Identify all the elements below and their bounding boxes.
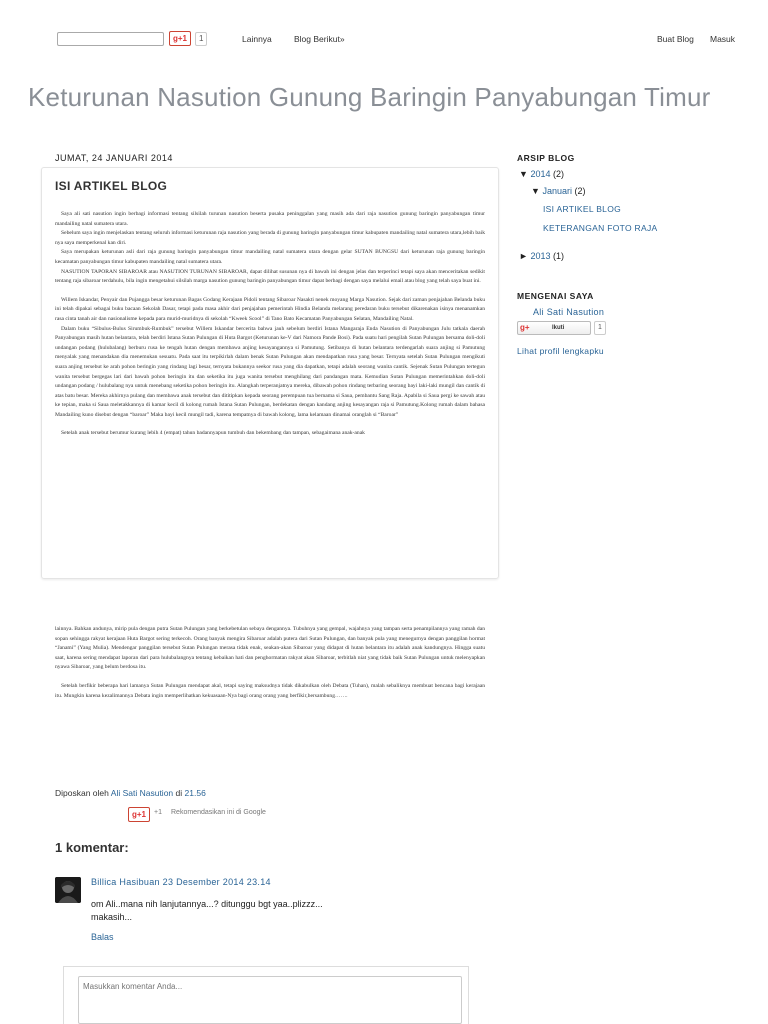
archive-heading: ARSIP BLOG bbox=[517, 153, 575, 163]
archive-year-2013 bbox=[519, 251, 564, 261]
comment-text: om Ali..mana nih lanjutannya...? ditunggu bgt yaa..plizzz... makasih... bbox=[91, 899, 323, 922]
navbar-search-input[interactable] bbox=[57, 32, 164, 46]
navbar-more-link[interactable]: Lainnya bbox=[242, 34, 272, 44]
comment-author-link[interactable]: Billica Hasibuan bbox=[91, 877, 160, 887]
gplus-icon: g+ bbox=[520, 323, 530, 332]
comment-reply-link[interactable]: Balas bbox=[91, 932, 114, 942]
avatar-image bbox=[55, 877, 81, 903]
post-paragraph: NASUTION TAPORAN SIBAROAR atau NASUTION TURUNAN SIBAROAR, dapat dilihat susunan nya di bawah ini dengan jelas dan terperinci tetapi saya akan menceritakan sedikit tentang raja sibaroar terdahulu, bila ingin mengetahui silsilah marga nasution gunung baringin panyabungan timur dapat berbagi dengan saya melalui email atau blog yang telah saya buat ini. bbox=[55, 268, 485, 285]
comments-title: 1 komentar: bbox=[55, 840, 129, 855]
archive-month-link[interactable]: Januari bbox=[542, 186, 572, 196]
share-gplus-count: +1 bbox=[154, 809, 162, 816]
comment-date-link[interactable]: 23 Desember 2014 23.14 bbox=[162, 877, 271, 887]
share-recommend-text: Rekomendasikan ini di Google bbox=[171, 809, 266, 816]
post-title[interactable]: ISI ARTIKEL BLOG bbox=[55, 179, 168, 193]
posted-at-label: di bbox=[175, 788, 183, 798]
follow-label: Ikuti bbox=[552, 325, 565, 331]
share-gplus-button[interactable]: g+1 bbox=[128, 807, 150, 822]
post-paragraph: Sebelum saya ingin menjelaskan tentang seluruh informasi keturunan raja nasution yang berada di gunung baringin panyabungan timur kabupaten mandailing natal sumatera utara,lebih baik nya saya memperkenal kan diri. bbox=[55, 230, 485, 246]
commenter-avatar[interactable] bbox=[55, 877, 81, 903]
posted-by-label: Diposkan oleh bbox=[55, 788, 109, 798]
navbar-next-blog-link[interactable]: Blog Berikut» bbox=[294, 34, 345, 44]
blog-title[interactable]: Keturunan Nasution Gunung Baringin Panyabungan Timur bbox=[28, 82, 711, 112]
view-full-profile-link[interactable]: Lihat profil lengkapku bbox=[517, 346, 604, 356]
archive-year-link[interactable]: 2014 bbox=[530, 169, 551, 179]
archive-toggle-icon[interactable]: ▼ bbox=[531, 186, 540, 196]
archive-toggle-icon[interactable]: ▼ bbox=[519, 169, 528, 179]
follow-count: 1 bbox=[594, 321, 606, 335]
comment-header bbox=[91, 877, 271, 887]
post-paragraph: Saya ali sati nasution ingin berbagi informasi tentang silsilah turunan nasution beserta pusaka peninggalan yang masih ada dari raja nasution gunung baringin panyabungan timur mandailing natal sumatera utara. bbox=[55, 211, 485, 227]
archive-year-link[interactable]: 2013 bbox=[530, 251, 551, 261]
post-timestamp-link[interactable]: 21.56 bbox=[184, 788, 206, 798]
post-body bbox=[55, 210, 485, 439]
archive-count: (2) bbox=[552, 169, 564, 179]
follow-button[interactable] bbox=[517, 321, 591, 335]
post-paragraph: Saya merupakan keturunan asli dari raja gunung baringin panyabungan timur mandailing natal sumatera utara dengan gelar SUTAN BUNGSU dari keturunan raja gunung baringin kecamatan panyabungan timur kabupaten mandailing natal sumatera utara. bbox=[55, 249, 485, 265]
post-paragraph: Dalam buku “Sibulus-Bulus Sirumbuk-Rumbuk” tersebut Willem Iskandar bercerita bahwa jauh sebelum berdiri Istana Mangaraja Enda Nasution di Panyabungan Julu tatkala daerah Panyabungan masih hutan belantara, telah berdiri Istana Sutan Pulungan di Huta Bargot (Keturunan ke-V dari Namora Pande Bosi). Pada suatu hari pengilah Sutan Pulungan bersama doli-doli undangan podang (hulubalang) berburu rusa ke tengah hutan dengan membawa anjing kesayangannya si Pamutung. Setibanya di hutan belantara terdengarlah suara anjing si Pamutung menyalak yang menandakan dia menemukan sesuatu. Pada saat itu terpikirlah dalam benak Sutan Pulungan akan mendapatkan rusa yang besar. Ternyata setelah Sutan Pulungan mengikuti suara anjing tersebut ke arah pohon beringin yang rindang lagi besar, ternyata bukannya seekor rusa yang dia dapatkan, tetapi adalah seorang wanita cantik. Sejenak Sutan Pulungan tertegun wanita tersebut bergegas lari dari bawah pohon beringin itu dan seketika itu juga wanita tersebut menghilang dari pandangan mata. Kemudian Sutan Pulungan memerintahkan doli-doli undangan podang / hulubalang nya untuk menebang seketika pohon beringin itu. Alangkah terperanjatnya mereka, dibawah pohon rindang terbaring seorang bayi laki-laki mungil dan cantik di atas batu besar. Mereka akhirnya pulang dan membawa anak tersebut dan dititipkan kepada seorang perempuan tua bernama si Saua, pembantu Sang Raja. Apabila si Saua pergi ke sawah atau ke tepian, maka si Saua meletakkannya di kamar kecil di kolong rumah Istana Sutan Pulungan, berdekatan dengan kandang anjing kesayangan raja si Pamutung.Kolong rumah dalam bahasa Mandailing kuno disebut dengan “baroar” Maka bayi kecil mungil tadi, karena tempatnya di bawah kolong, lama kelamaan dinamai oranglah si “Baroar” bbox=[55, 325, 485, 418]
navbar-gplus-button[interactable]: g+1 bbox=[169, 31, 191, 46]
post-paragraph: Setelah berfikir beberapa hari lamanya Sutan Pulungan mendapat akal, tetapi saying maksudnya tidak dikabulkan oleh Debata (Tuhan), malah sebaliknya membuat bencana bagi kerajaan itu. Mungkin karena kezalimannya Debata ingin memperlihatkan kekuasaan-Nya bagi orang orang yang berfikir,bersambung……. bbox=[55, 682, 485, 699]
navbar-gplus-count: 1 bbox=[195, 32, 207, 46]
post-footer bbox=[55, 788, 206, 798]
archive-toggle-icon[interactable]: ► bbox=[519, 251, 528, 261]
post-body-continued bbox=[55, 625, 485, 701]
profile-name-link[interactable]: Ali Sati Nasution bbox=[533, 307, 605, 317]
navbar-create-blog-link[interactable]: Buat Blog bbox=[657, 34, 694, 44]
comment-input[interactable] bbox=[78, 976, 462, 1024]
post-date-header: JUMAT, 24 JANUARI 2014 bbox=[55, 153, 173, 163]
post-paragraph: lainnya. Bahkan andunya, mirip pula dengan putra Sutan Pulungan yang berkebetulan sebaya dengannya. Tubuhnya yang gempal, wajahnya yang tampan serta penampilannya yang ramah dan sopan sehingga rakyat kerajaan Huta Bargot sering terkecoh. Orang banyak mengira Sibaroar adalah putera dari Sutan Pulungan, dan banyak pula yang menegurnya dengan panggilan hormat “Janami” (Yang Mulia). Mendengar panggilan tersebut Sutan Pulungan merasa tidak enak, seakan-akan Sibaroar yang didapat di hutan belantara itu adalah anak kandungnya. Hingga suatu saat, karena sering mendapat laporan dari para hulubalangnya tentang kebaikan hati dan penghormatan rakyat akan Sibaroar, terbitlah niat yang tidak baik Sutan Pulungan untuk melenyapkan nyawa Sibaroar, yang belum berdosa itu. bbox=[55, 626, 485, 671]
post-author-link[interactable]: Ali Sati Nasution bbox=[110, 788, 174, 798]
about-heading: MENGENAI SAYA bbox=[517, 291, 594, 301]
blogger-navbar bbox=[0, 28, 768, 50]
navbar-signin-link[interactable]: Masuk bbox=[710, 34, 736, 44]
post-paragraph: Willem Iskandar, Penyair dan Pujangga besar keturunan Bagas Godang Kerajaan Pidoli tentang Sibaroar Nasakti nenek moyang Marga Nasution. Sejak dari zaman penjajahan Belanda buku ini telah dipakai sebagai buku bacaan Sekolah Dasar, tetapi pada masa akhir dari penjajahan pemerintah Hindia Belanda melarang peredaran buku tersebut dikarenakan isinya menanamkan rasa cinta tanah air dan nasionalisme kepada para murid-muridnya di sekolah “Kweek Scool” di Tano Bato Kecamatan Panyabungan Selatan, Mandailing Natal. bbox=[55, 296, 485, 322]
archive-count: (1) bbox=[552, 251, 564, 261]
archive-post-link[interactable]: ISI ARTIKEL BLOG bbox=[543, 204, 622, 214]
archive-count: (2) bbox=[574, 186, 586, 196]
archive-month-january bbox=[531, 186, 585, 196]
archive-year-2014 bbox=[519, 169, 564, 179]
post-paragraph: Setelah anak tersebut berumur kurang lebih 4 (empat) tahun badannyapun tumbuh dan bekembang dan tampan, sebagaimana anak-anak bbox=[61, 430, 365, 437]
archive-post-link[interactable]: KETERANGAN FOTO RAJA bbox=[543, 223, 658, 233]
